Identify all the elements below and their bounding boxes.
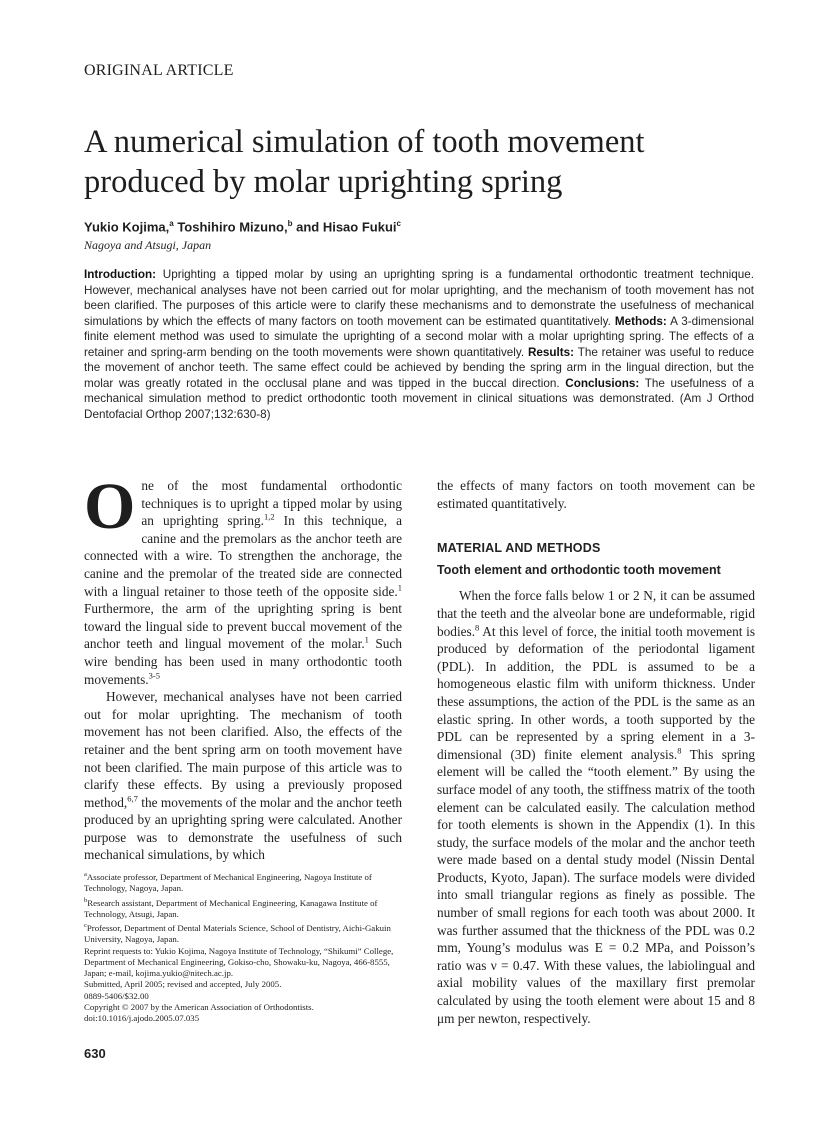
citation-ref: 1 [364,634,369,645]
abstract-conclusions-label: Conclusions: [565,376,640,390]
abstract-conclusions-text: The usefulness of a mechanical simulation method to predict orthodontic tooth movement in clinical situations was demonstrated. (Am J Orthod Dentofacial Orthop 2007;132:630-8) [84,376,754,421]
author-affiliation-mark: c [396,219,401,228]
author-affiliation-mark: a [169,219,174,228]
reprint-requests: Reprint requests to: Yukio Kojima, Nagoya Institute of Technology, “Shikumi” College, Department of Mechanical Engineering, Gokiso-cho, Showaku-ku, Nagoya, 466-8555, Japan; e-mail, kojima.yukio@nitech.ac.jp. [84,945,394,979]
author-location: Nagoya and Atsugi, Japan [84,238,212,252]
title-line-2: produced by molar uprighting spring [84,164,563,200]
citation-ref: 3-5 [148,670,160,681]
copyright: Copyright © 2007 by the American Association of Orthodontists. [84,1002,314,1013]
citation-ref: 1,2 [263,511,275,522]
submission-dates: Submitted, April 2005; revised and accepted, July 2005. [84,979,282,990]
paragraph-text: Such wire bending has been used in many orthodontic tooth movements. [84,636,402,687]
article-title [84,122,764,202]
paragraph-text: Furthermore, the arm of the uprighting spring is bent toward the lingual side to prevent buccal movement of the anchor teeth and lingual movement of the molar. [84,601,402,652]
drop-cap: O [84,470,136,543]
section-label: ORIGINAL ARTICLE [84,62,234,79]
body-paragraph [437,587,755,1027]
paragraph-text: ne of the most fundamental orthodontic techniques is to upright a tipped molar by using an uprighting spring. [141,478,402,529]
body-paragraph: the effects of many factors on tooth movement can be estimated quantitatively. [437,478,755,511]
footnote-mark: a [84,871,87,878]
footnote-text: Associate professor, Department of Mechanical Engineering, Nagoya Institute of Technology, Nagoya, Japan. [84,871,372,894]
citation-ref: 8 [475,622,480,633]
footnote [84,920,404,946]
author-list [84,219,401,234]
author-name: Toshihiro Mizuno, [177,219,288,235]
title-line-1: A numerical simulation of tooth movement [84,124,645,160]
doi: doi:10.1016/j.ajodo.2005.07.035 [84,1013,200,1024]
footnote [84,869,404,895]
abstract-results-text: The retainer was useful to reduce the movement of anchor teeth. The same effect could be achieved by bending the spring arm in the lingual direction, but the molar was greatly rotated in the occlusal plane and was tipped in the buccal direction. [84,345,754,390]
footnote [84,895,404,921]
author-affiliation-mark: b [287,219,293,228]
abstract-methods-label: Methods: [614,314,667,328]
citation-ref: 1 [397,582,402,593]
body-paragraph [84,688,402,864]
abstract-results-label: Results: [527,345,575,359]
abstract [84,267,754,422]
page-number: 630 [84,1046,106,1061]
author-name: and Hisao Fukui [296,219,397,235]
abstract-methods-text: A 3-dimensional finite element method was used to simulate the uprighting of a second molar with a molar uprighting spring. The effects of a retainer and spring-arm bending on the tooth movements were shown quantitatively. [84,314,754,359]
paragraph-text: the movements of the molar and the anchor teeth produced by an uprighting spring were calculated. Another purpose was to demonstrate the usefulness of such mechanical simulations, by which [84,794,402,863]
abstract-intro-text: Uprighting a tipped molar by using an uprighting spring is a fundamental orthodontic treatment technique. However, mechanical analyses have not been carried out for molar uprighting, and the mechanism of tooth movement has not been clarified. The purposes of this article were to clarify these mechanisms and to demonstrate the usefulness of mechanical simulations by which the effects of many factors on tooth movement can be estimated quantitatively. [84,268,754,328]
body-paragraph [84,470,402,688]
paragraph-text: In this technique, a canine and the premolars as the anchor teeth are connected with a wire. To strengthen the anchorage, the canine and the premolar of the treated side are connected with a lingual retainer to those teeth of the opposite side. [84,513,402,599]
citation-ref: 6,7 [127,793,138,804]
paragraph-text: This spring element will be called the “tooth element.” By using the surface model of any tooth, the stiffness matrix of the tooth element can be calculated easily. The calculation method for tooth elements is shown in the Appendix (1). In this study, the surface models of the molar and the anchor teeth were made based on a dental study model (Nissin Dental Products, Kyoto, Japan). The surface models were divided into small triangular regions as finely as possible. The number of small regions for each tooth was about 2000. It was further assumed that the thickness of the PDL was 0.2 mm, Young’s modulus was E = 0.2 MPa, and Poisson’s ratio was ν = 0.47. With these values, the labiolingual and axial mobility values of the maxillary first premolar calculated by using the tooth element were about 15 and 8 μm per newton, respectively. [437,746,755,1026]
footnote-mark: c [84,922,87,930]
footnote-mark: b [84,896,88,904]
subsection-heading: Tooth element and orthodontic tooth movement [437,562,721,577]
author-name: Yukio Kojima, [84,219,170,235]
paragraph-text: However, mechanical analyses have not been carried out for molar uprighting. The mechanism of tooth movement has not been clarified. Also, the effects of the retainer and the bent spring arm on tooth movement have not been clarified. The main purpose of this article was to clarify these effects. By using a previously proposed method, [84,689,402,810]
citation-ref: 8 [677,745,682,756]
issn: 0889-5406/$32.00 [84,990,149,1001]
abstract-intro-label: Introduction: [84,268,157,281]
paragraph-text: When the force falls below 1 or 2 N, it can be assumed that the teeth and the alveolar bone are undeformable, rigid bodies. [437,588,755,639]
section-heading: MATERIAL AND METHODS [437,541,601,556]
paragraph-text: At this level of force, the initial tooth movement is produced by deformation of the periodontal ligament (PDL). In addition, the PDL is assumed to be a homogeneous elastic film with uniform thickness. Under these assumptions, the action of the PDL is the same as an elastic spring. In other words, a tooth supported by the PDL can be represented by a spring element in a 3-dimensional (3D) finite element analysis. [437,623,755,762]
body-column-left [84,470,402,864]
footnote-text: Research assistant, Department of Mechanical Engineering, Kanagawa Institute of Technology, Atsugi, Japan. [84,897,378,919]
body-column-right [437,477,755,1027]
footnote-text: Professor, Department of Dental Materials Science, School of Dentistry, Aichi-Gakuin University, Nagoya, Japan. [84,922,391,945]
footnotes [84,869,404,1025]
